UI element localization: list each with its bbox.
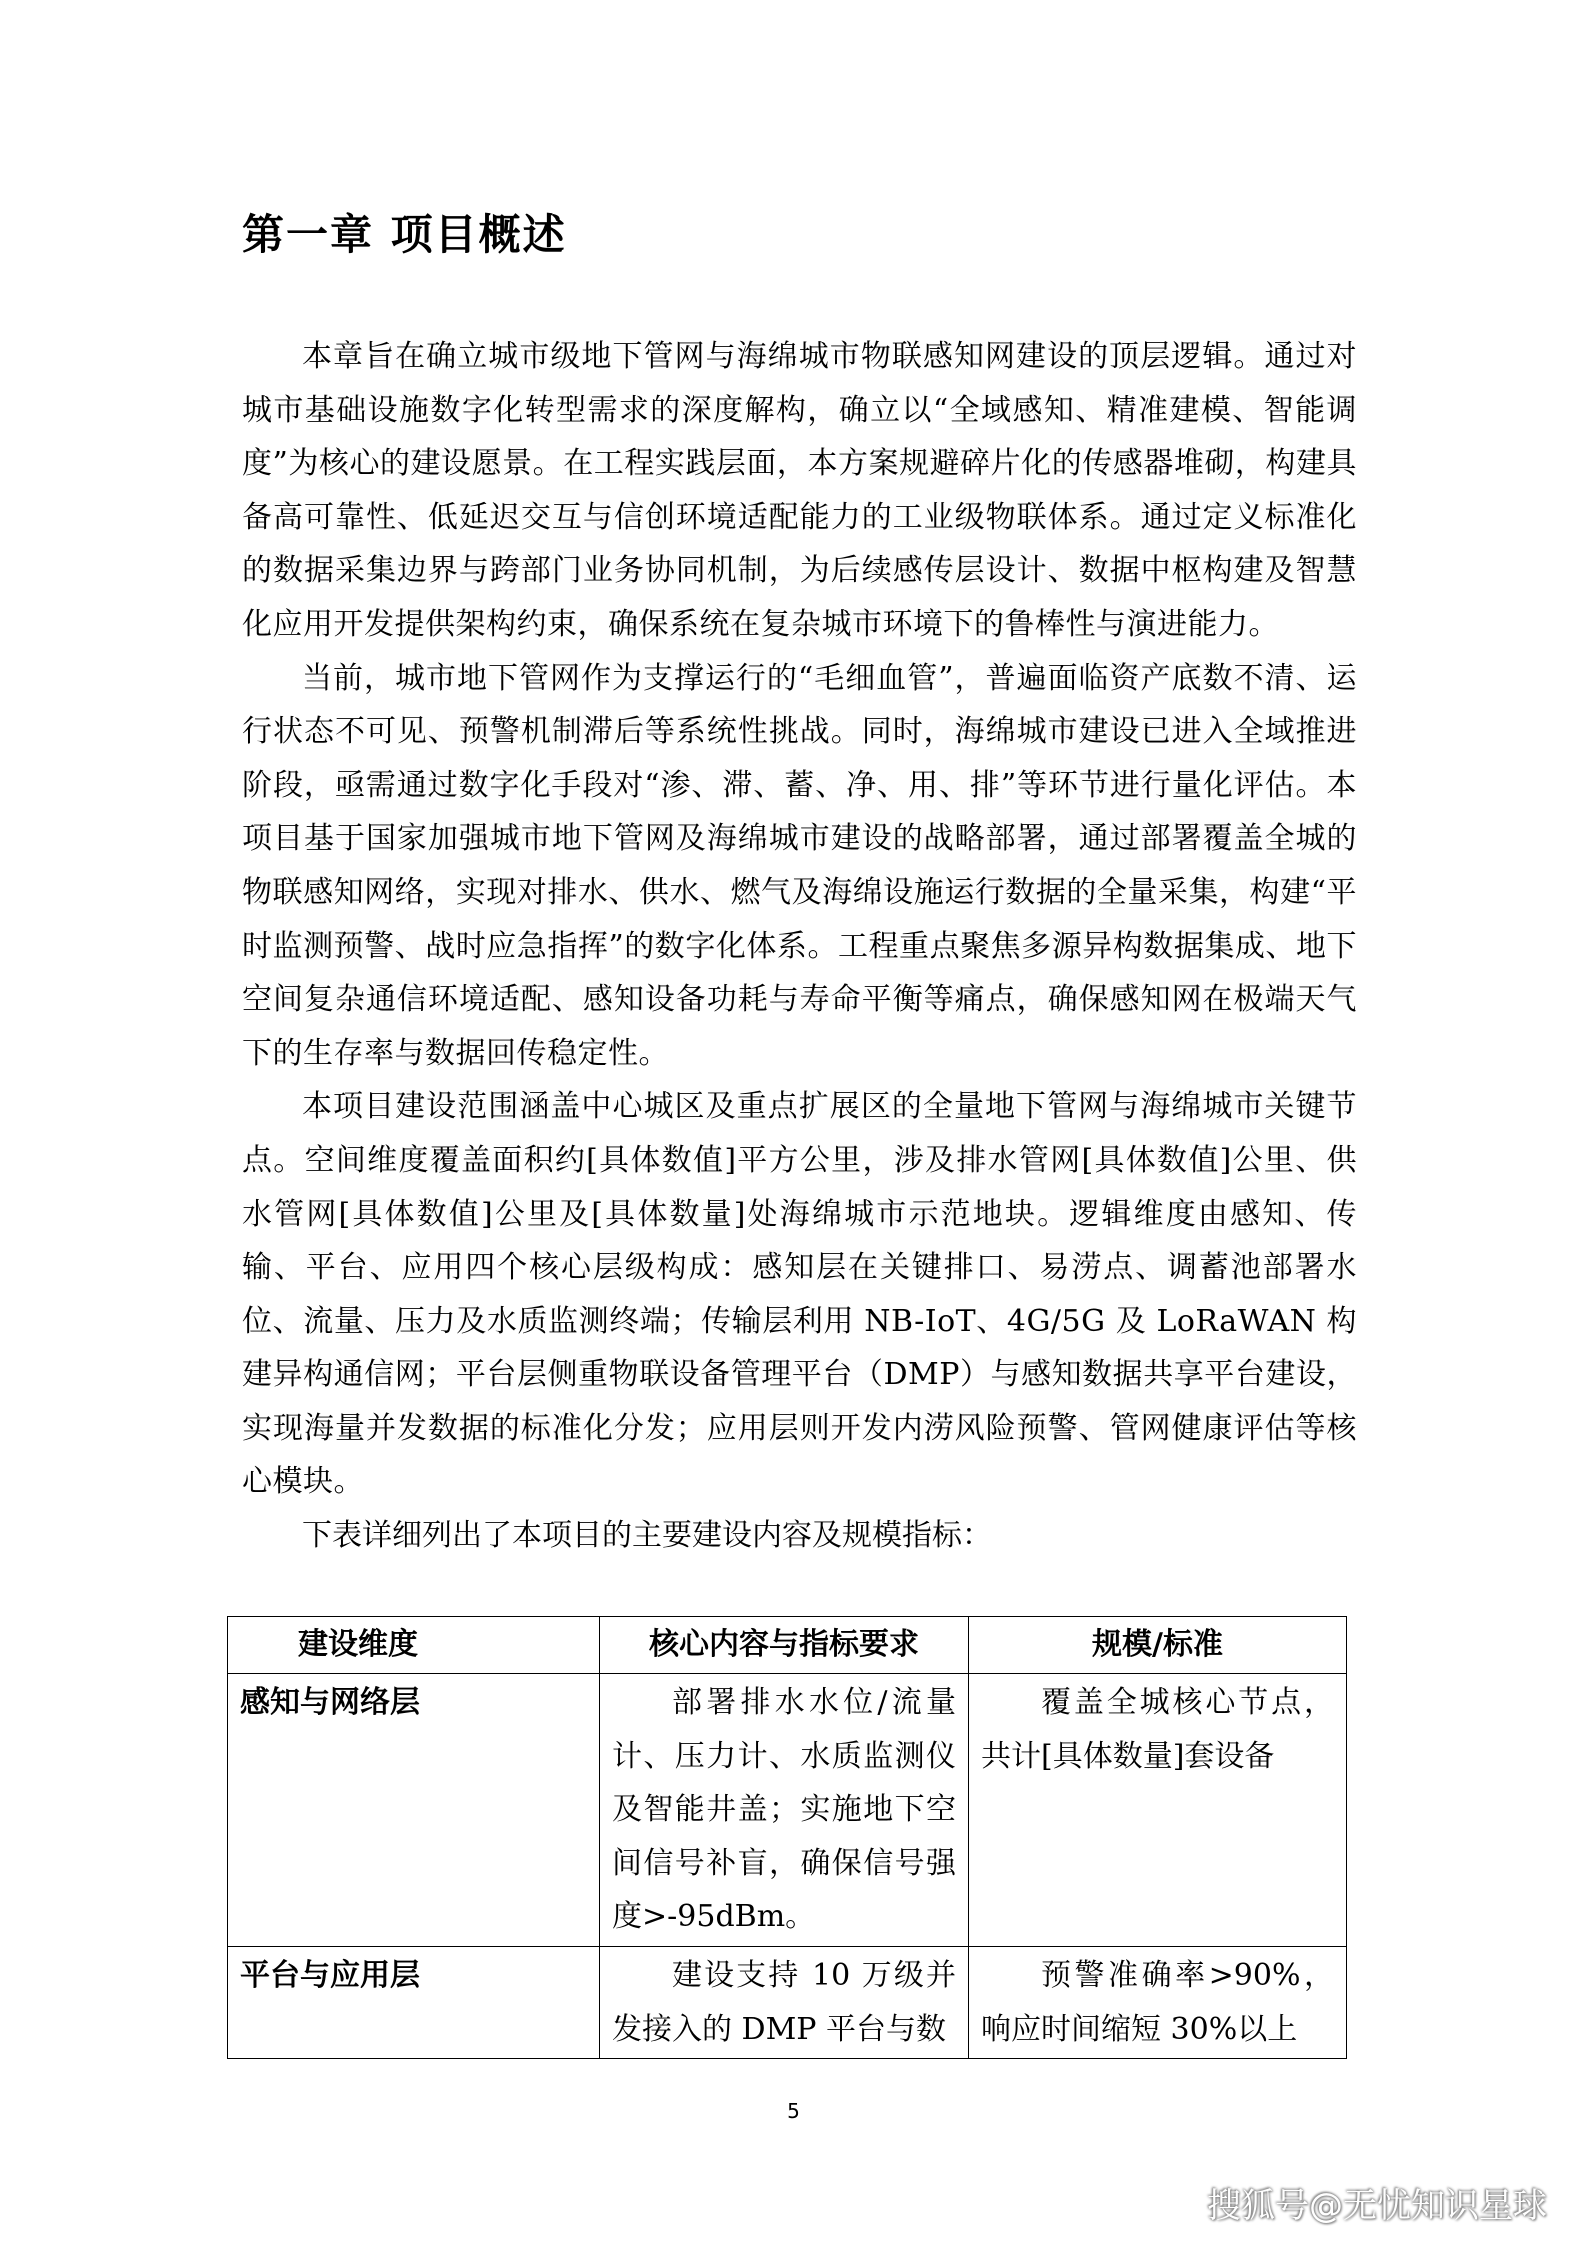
row-dimension: 平台与应用层 xyxy=(228,1946,600,2058)
header-dimension: 建设维度 xyxy=(228,1617,600,1674)
table-row xyxy=(228,1674,1347,1947)
row-dimension: 感知与网络层 xyxy=(228,1674,600,1947)
paragraph-overview: 本章旨在确立城市级地下管网与海绵城市物联感知网建设的顶层逻辑。通过对城市基础设施数字化转型需求的深度解构，确立以“全域感知、精准建模、智能调度”为核心的建设愿景。在工程实践层面，本方案规避碎片化的传感器堆砌，构建具备高可靠性、低延迟交互与信创环境适配能力的工业级物联体系。通过定义标准化的数据采集边界与跨部门业务协同机制，为后续感传层设计、数据中枢构建及智慧化应用开发提供架构约束，确保系统在复杂城市环境下的鲁棒性与演进能力。 xyxy=(242,339,1357,642)
row-core-content: 部署排水水位/流量计、压力计、水质监测仪及智能井盖；实施地下空间信号补盲，确保信号强度>-95dBm。 xyxy=(600,1674,969,1947)
chapter-title: 第一章 项目概述 xyxy=(242,210,567,259)
row-scale: 覆盖全城核心节点，共计[具体数量]套设备 xyxy=(969,1674,1347,1947)
paragraph-background: 当前，城市地下管网作为支撑运行的“毛细血管”，普遍面临资产底数不清、运行状态不可见、预警机制滞后等系统性挑战。同时，海绵城市建设已进入全域推进阶段，亟需通过数字化手段对“渗、滞、蓄、净、用、排”等环节进行量化评估。本项目基于国家加强城市地下管网及海绵城市建设的战略部署，通过部署覆盖全城的物联感知网络，实现对排水、供水、燃气及海绵设施运行数据的全量采集，构建“平时监测预警、战时应急指挥”的数字化体系。工程重点聚焦多源异构数据集成、地下空间复杂通信环境适配、感知设备功耗与寿命平衡等痛点，确保感知网在极端天气下的生存率与数据回传稳定性。 xyxy=(242,660,1357,1071)
header-scale: 规模/标准 xyxy=(969,1617,1347,1674)
table-row xyxy=(228,1946,1347,2058)
header-core-content: 核心内容与指标要求 xyxy=(600,1617,969,1674)
table-intro: 下表详细列出了本项目的主要建设内容及规模指标： xyxy=(302,1518,992,1554)
construction-spec-table xyxy=(227,1616,1347,2059)
body-text xyxy=(242,330,1357,1563)
paragraph-scope: 本项目建设范围涵盖中心城区及重点扩展区的全量地下管网与海绵城市关键节点。空间维度覆盖面积约[具体数值]平方公里，涉及排水管网[具体数值]公里、供水管网[具体数值]公里及[具体数量]处海绵城市示范地块。逻辑维度由感知、传输、平台、应用四个核心层级构成：感知层在关键排口、易涝点、调蓄池部署水位、流量、压力及水质监测终端；传输层利用 NB-IoT、4G/5G 及 LoRaWAN 构建异构通信网；平台层侧重物联设备管理平台（DMP）与感知数据共享平台建设，实现海量并发数据的标准化分发；应用层则开发内涝风险预警、管网健康评估等核心模块。 xyxy=(242,1089,1357,1500)
table-header-row xyxy=(228,1617,1347,1674)
watermark: 搜狐号@无忧知识星球 xyxy=(1207,2186,1547,2226)
row-scale: 预警准确率>90%，响应时间缩短 30%以上 xyxy=(969,1946,1347,2058)
row-core-content: 建设支持 10 万级并发接入的 DMP 平台与数 xyxy=(600,1946,969,2058)
page-number: 5 xyxy=(787,2099,800,2123)
